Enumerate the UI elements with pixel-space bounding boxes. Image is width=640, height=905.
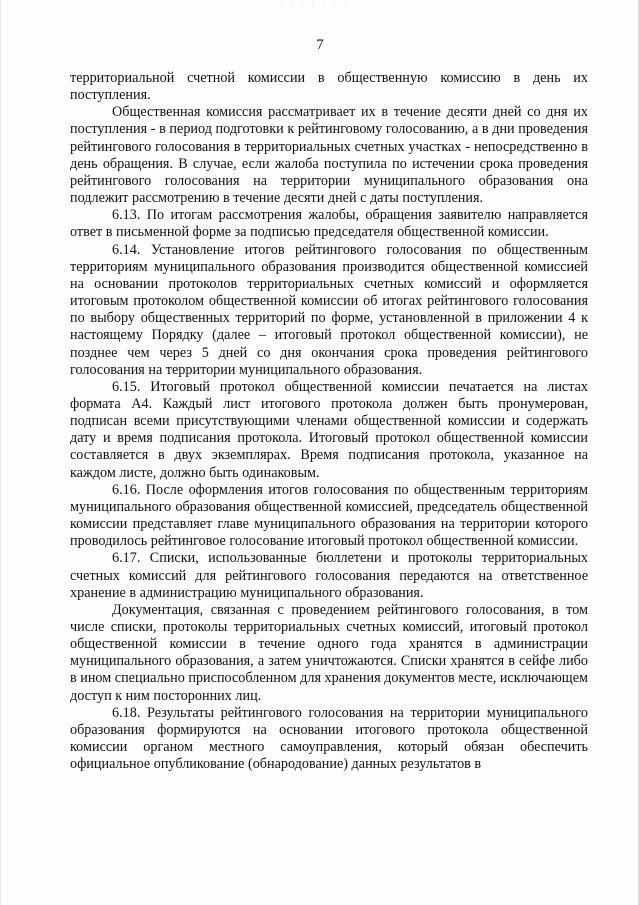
paragraph-continuation: территориальной счетной комиссии в общественную комиссию в день их поступления. (70, 70, 588, 104)
paragraph-complaints-review: Общественная комиссия рассматривает их в течение десяти дней со дня их поступления - в период подготовки к рейтинговому голосованию, а в дни проведения рейтингового голосования в территориальных счетных участках - непосредственно в день обращения. В случае, если жалоба поступила по истечении срока проведения рейтингового голосования на территории муниципального образования она подлежит рассмотрению в течение десяти дней с даты поступления. (70, 104, 588, 207)
document-body (70, 70, 588, 773)
scan-marks: · · · · ˙ · · (280, 2, 350, 10)
paragraph-6-16: 6.16. После оформления итогов голосования по общественным территориям муниципального образования общественной комиссией, председатель общественной комиссии представляет главе муниципального образования на территории которого проводилось рейтинговое голосование итоговый протокол общественной комиссии. (70, 481, 588, 550)
scan-edge-left (0, 0, 1, 905)
paragraph-6-15: 6.15. Итоговый протокол общественной комиссии печатается на листах формата А4. Каждый лист итогового протокола должен быть пронумерован, подписан всеми присутствующими членами общественной комиссии и содержать дату и время подписания протокола. Итоговый протокол общественной комиссии составляется в двух экземплярах. Время подписания протокола, указанное на каждом листе, должно быть одинаковым. (70, 378, 588, 481)
paragraph-documentation-storage: Документация, связанная с проведением рейтингового голосования, в том числе списки, протоколы территориальных счетных комиссий, итоговый протокол общественной комиссии в течение одного года хранятся в администрации муниципального образования, а затем уничтожаются. Списки хранятся в сейфе либо в ином специально приспособленном для хранения документов месте, исключающем доступ к ним посторонних лиц. (70, 601, 588, 704)
paragraph-6-18: 6.18. Результаты рейтингового голосования на территории муниципального образования формируются на основании итогового протокола общественной комиссии органом местного самоуправления, который обязан обеспечить официальное опубликование (обнародование) данных результатов в (70, 704, 588, 773)
paragraph-6-17: 6.17. Списки, использованные бюллетени и протоколы территориальных счетных комиссий для рейтингового голосования передаются на ответственное хранение в администрацию муниципального образования. (70, 550, 588, 601)
page-number: 7 (316, 37, 324, 53)
paragraph-6-13: 6.13. По итогам рассмотрения жалобы, обращения заявителю направляется ответ в письменной форме за подписью председателя общественной комиссии. (70, 207, 588, 241)
paragraph-6-14: 6.14. Установление итогов рейтингового голосования по общественным территориям муниципального образования производится общественной комиссией на основании протоколов территориальных счетных комиссий и оформляется итоговым протоколом общественной комиссии об итогах рейтингового голосования по выбору общественных территорий по форме, установленной в приложении 4 к настоящему Порядку (далее – итоговый протокол общественной комиссии), не позднее чем через 5 дней со дня окончания срока проведения рейтингового голосования на территории муниципального образования. (70, 241, 588, 378)
